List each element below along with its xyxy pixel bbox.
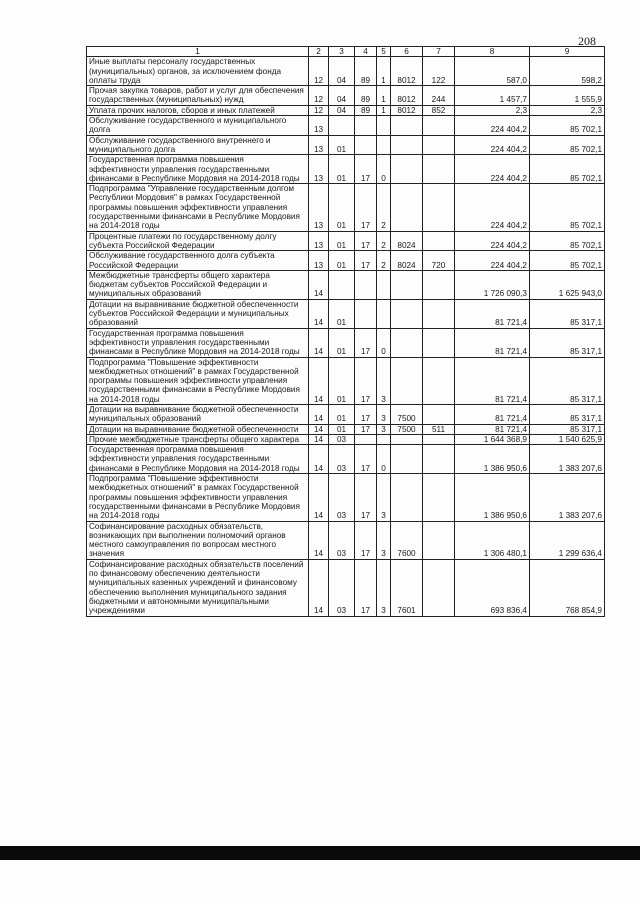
col-5-code: 2 (377, 231, 391, 251)
col-2-code: 14 (309, 357, 329, 404)
col-2-code: 14 (309, 434, 329, 444)
col-8-value: 1 644 368,9 (455, 434, 530, 444)
col-8-value: 1 386 950,6 (455, 445, 530, 474)
col-3-code: 01 (329, 424, 355, 434)
col-6-code (391, 155, 423, 184)
col-2-code: 12 (309, 86, 329, 106)
col-3-code: 03 (329, 474, 355, 521)
col-3-code: 01 (329, 155, 355, 184)
col-6-code: 8012 (391, 86, 423, 106)
col-8-value: 224 404,2 (455, 251, 530, 271)
col-4-code (355, 299, 377, 328)
col-8-value: 224 404,2 (455, 116, 530, 136)
col-5-code (377, 434, 391, 444)
col-6-code: 7500 (391, 404, 423, 424)
budget-table (86, 46, 605, 617)
col-7-code (423, 445, 455, 474)
col-9-value: 1 383 207,6 (530, 474, 605, 521)
col-5-code: 1 (377, 57, 391, 86)
col-3-code: 03 (329, 445, 355, 474)
col-7-code: 244 (423, 86, 455, 106)
col-9-value: 85 702,1 (530, 135, 605, 155)
column-header-1: 1 (87, 47, 309, 57)
row-name: Прочая закупка товаров, работ и услуг для обеспечения государственных (муниципальных) нужд (87, 86, 309, 106)
col-3-code: 03 (329, 521, 355, 559)
col-4-code: 89 (355, 86, 377, 106)
col-7-code: 852 (423, 105, 455, 115)
column-header-3: 3 (329, 47, 355, 57)
row-name: Государственная программа повышения эффективности управления государственными финансами в Республике Мордовия на 2014-2018 годы (87, 328, 309, 357)
table-row (87, 116, 605, 136)
col-8-value: 81 721,4 (455, 424, 530, 434)
table-row (87, 559, 605, 616)
col-2-code: 13 (309, 184, 329, 231)
col-9-value: 1 555,9 (530, 86, 605, 106)
col-7-code (423, 184, 455, 231)
column-header-6: 6 (391, 47, 423, 57)
col-8-value: 224 404,2 (455, 231, 530, 251)
col-2-code: 13 (309, 231, 329, 251)
col-9-value: 768 854,9 (530, 559, 605, 616)
table-row (87, 231, 605, 251)
col-2-code: 13 (309, 135, 329, 155)
col-4-code (355, 135, 377, 155)
table-row (87, 270, 605, 299)
row-name: Дотации на выравнивание бюджетной обеспеченности (87, 424, 309, 434)
col-6-code (391, 135, 423, 155)
col-8-value: 224 404,2 (455, 184, 530, 231)
col-3-code: 04 (329, 105, 355, 115)
row-name: Уплата прочих налогов, сборов и иных платежей (87, 105, 309, 115)
col-2-code: 14 (309, 521, 329, 559)
col-4-code: 17 (355, 251, 377, 271)
col-2-code: 14 (309, 404, 329, 424)
row-name: Дотации на выравнивание бюджетной обеспеченности муниципальных образований (87, 404, 309, 424)
col-9-value: 85 702,1 (530, 231, 605, 251)
row-name: Подпрограмма "Управление государственным долгом Республики Мордовия" в рамках Государственной программы повышения эффективности управления государственными финансами в Республике Мордовия на 2014-2018 годы (87, 184, 309, 231)
col-3-code (329, 116, 355, 136)
col-4-code (355, 116, 377, 136)
table-row (87, 184, 605, 231)
col-6-code: 8012 (391, 105, 423, 115)
col-4-code: 17 (355, 559, 377, 616)
table-row (87, 404, 605, 424)
row-name: Иные выплаты персоналу государственных (муниципальных) органов, за исключением фонда оплаты труда (87, 57, 309, 86)
table-row (87, 357, 605, 404)
col-8-value: 587,0 (455, 57, 530, 86)
col-5-code (377, 135, 391, 155)
col-9-value: 1 383 207,6 (530, 445, 605, 474)
col-7-code: 511 (423, 424, 455, 434)
col-7-code (423, 474, 455, 521)
col-9-value: 1 540 625,9 (530, 434, 605, 444)
col-7-code (423, 155, 455, 184)
row-name: Обслуживание государственного внутреннего и муниципального долга (87, 135, 309, 155)
column-header-5: 5 (377, 47, 391, 57)
col-5-code: 2 (377, 184, 391, 231)
col-4-code: 17 (355, 521, 377, 559)
col-8-value: 1 306 480,1 (455, 521, 530, 559)
col-4-code: 89 (355, 105, 377, 115)
col-6-code (391, 328, 423, 357)
col-6-code (391, 116, 423, 136)
col-4-code: 17 (355, 231, 377, 251)
row-name: Дотации на выравнивание бюджетной обеспеченности субъектов Российской Федерации и муниципальных образований (87, 299, 309, 328)
col-6-code: 8024 (391, 251, 423, 271)
col-6-code (391, 184, 423, 231)
col-4-code: 17 (355, 184, 377, 231)
col-4-code (355, 270, 377, 299)
col-8-value: 81 721,4 (455, 328, 530, 357)
col-2-code: 13 (309, 251, 329, 271)
col-5-code: 2 (377, 251, 391, 271)
row-name: Софинансирование расходных обязательств поселений по финансовому обеспечению деятельности муниципальных казенных учреждений и финансовому обеспечению выполнения муниципального задания бюджетными и автономными муниципальными учреждениями (87, 559, 309, 616)
col-9-value: 85 702,1 (530, 155, 605, 184)
col-5-code: 3 (377, 474, 391, 521)
col-7-code (423, 135, 455, 155)
col-5-code: 3 (377, 404, 391, 424)
column-header-2: 2 (309, 47, 329, 57)
col-5-code: 1 (377, 86, 391, 106)
col-6-code: 7600 (391, 521, 423, 559)
col-5-code: 3 (377, 357, 391, 404)
col-3-code: 01 (329, 404, 355, 424)
col-3-code: 01 (329, 251, 355, 271)
col-3-code: 03 (329, 434, 355, 444)
col-4-code: 17 (355, 155, 377, 184)
row-name: Подпрограмма "Повышение эффективности межбюджетных отношений" в рамках Государственной программы повышения эффективности управления государственными финансами в Республике Мордовия на 2014-2018 годы (87, 357, 309, 404)
col-5-code: 3 (377, 521, 391, 559)
col-4-code: 17 (355, 445, 377, 474)
col-6-code (391, 357, 423, 404)
col-9-value: 85 702,1 (530, 184, 605, 231)
table-header-row (87, 47, 605, 57)
col-9-value: 85 702,1 (530, 251, 605, 271)
table-row (87, 424, 605, 434)
row-name: Обслуживание государственного и муниципального долга (87, 116, 309, 136)
row-name: Государственная программа повышения эффективности управления государственными финансами в Республике Мордовия на 2014-2018 годы (87, 155, 309, 184)
col-9-value: 85 317,1 (530, 357, 605, 404)
table-row (87, 474, 605, 521)
table-row (87, 105, 605, 115)
col-7-code: 122 (423, 57, 455, 86)
table-row (87, 251, 605, 271)
column-header-8: 8 (455, 47, 530, 57)
col-2-code: 12 (309, 57, 329, 86)
col-2-code: 14 (309, 299, 329, 328)
col-3-code: 03 (329, 559, 355, 616)
col-2-code: 14 (309, 445, 329, 474)
col-5-code: 1 (377, 105, 391, 115)
col-4-code: 17 (355, 357, 377, 404)
table-row (87, 86, 605, 106)
col-2-code: 13 (309, 155, 329, 184)
col-5-code: 3 (377, 424, 391, 434)
col-3-code (329, 270, 355, 299)
col-5-code: 0 (377, 445, 391, 474)
table-row (87, 155, 605, 184)
column-header-9: 9 (530, 47, 605, 57)
col-5-code (377, 116, 391, 136)
col-6-code (391, 270, 423, 299)
scan-edge-band (0, 846, 640, 860)
col-5-code: 0 (377, 328, 391, 357)
row-name: Софинансирование расходных обязательств, возникающих при выполнении полномочий органов местного самоуправления по вопросам местного значения (87, 521, 309, 559)
col-6-code (391, 434, 423, 444)
col-5-code: 3 (377, 559, 391, 616)
col-2-code: 14 (309, 474, 329, 521)
col-5-code (377, 299, 391, 328)
col-7-code (423, 270, 455, 299)
table-row (87, 328, 605, 357)
col-2-code: 14 (309, 424, 329, 434)
col-8-value: 1 726 090,3 (455, 270, 530, 299)
row-name: Процентные платежи по государственному долгу субъекта Российской Федерации (87, 231, 309, 251)
col-9-value: 1 625 943,0 (530, 270, 605, 299)
col-3-code: 01 (329, 328, 355, 357)
col-4-code (355, 434, 377, 444)
page-number: 208 (578, 34, 596, 48)
col-7-code (423, 434, 455, 444)
col-7-code (423, 328, 455, 357)
col-9-value: 2,3 (530, 105, 605, 115)
col-3-code: 01 (329, 135, 355, 155)
col-8-value: 81 721,4 (455, 404, 530, 424)
col-6-code (391, 474, 423, 521)
col-9-value: 1 299 636,4 (530, 521, 605, 559)
col-4-code: 17 (355, 328, 377, 357)
col-7-code (423, 559, 455, 616)
col-2-code: 13 (309, 116, 329, 136)
col-4-code: 17 (355, 404, 377, 424)
col-6-code: 8024 (391, 231, 423, 251)
col-6-code (391, 299, 423, 328)
col-3-code: 04 (329, 86, 355, 106)
table-row (87, 521, 605, 559)
col-5-code (377, 270, 391, 299)
col-7-code (423, 521, 455, 559)
col-5-code: 0 (377, 155, 391, 184)
col-8-value: 81 721,4 (455, 357, 530, 404)
col-6-code: 7500 (391, 424, 423, 434)
table-body (87, 57, 605, 616)
col-9-value: 85 702,1 (530, 116, 605, 136)
col-9-value: 85 317,1 (530, 328, 605, 357)
col-8-value: 1 386 950,6 (455, 474, 530, 521)
col-9-value: 85 317,1 (530, 299, 605, 328)
col-3-code: 01 (329, 357, 355, 404)
row-name: Обслуживание государственного долга субъекта Российской Федерации (87, 251, 309, 271)
row-name: Межбюджетные трансферты общего характера бюджетам субъектов Российской Федерации и муниципальных образований (87, 270, 309, 299)
col-2-code: 14 (309, 328, 329, 357)
col-6-code: 8012 (391, 57, 423, 86)
col-2-code: 14 (309, 270, 329, 299)
col-6-code: 7601 (391, 559, 423, 616)
col-9-value: 598,2 (530, 57, 605, 86)
table-row (87, 299, 605, 328)
col-3-code: 01 (329, 184, 355, 231)
col-7-code (423, 299, 455, 328)
row-name: Государственная программа повышения эффективности управления государственными финансами в Республике Мордовия на 2014-2018 годы (87, 445, 309, 474)
col-8-value: 224 404,2 (455, 135, 530, 155)
table-row (87, 57, 605, 86)
column-header-4: 4 (355, 47, 377, 57)
col-7-code (423, 116, 455, 136)
col-6-code (391, 445, 423, 474)
table-row (87, 135, 605, 155)
col-4-code: 89 (355, 57, 377, 86)
col-7-code (423, 357, 455, 404)
table-row (87, 434, 605, 444)
col-4-code: 17 (355, 474, 377, 521)
col-3-code: 04 (329, 57, 355, 86)
col-8-value: 693 836,4 (455, 559, 530, 616)
col-3-code: 01 (329, 299, 355, 328)
col-7-code (423, 404, 455, 424)
col-4-code: 17 (355, 424, 377, 434)
col-7-code: 720 (423, 251, 455, 271)
col-8-value: 2,3 (455, 105, 530, 115)
row-name: Прочие межбюджетные трансферты общего характера (87, 434, 309, 444)
col-7-code (423, 231, 455, 251)
col-9-value: 85 317,1 (530, 424, 605, 434)
column-header-7: 7 (423, 47, 455, 57)
col-8-value: 224 404,2 (455, 155, 530, 184)
col-8-value: 81 721,4 (455, 299, 530, 328)
col-9-value: 85 317,1 (530, 404, 605, 424)
col-3-code: 01 (329, 231, 355, 251)
table-row (87, 445, 605, 474)
col-2-code: 14 (309, 559, 329, 616)
col-2-code: 12 (309, 105, 329, 115)
row-name: Подпрограмма "Повышение эффективности межбюджетных отношений" в рамках Государственной программы повышения эффективности управления государственными финансами в Республике Мордовия на 2014-2018 годы (87, 474, 309, 521)
col-8-value: 1 457,7 (455, 86, 530, 106)
